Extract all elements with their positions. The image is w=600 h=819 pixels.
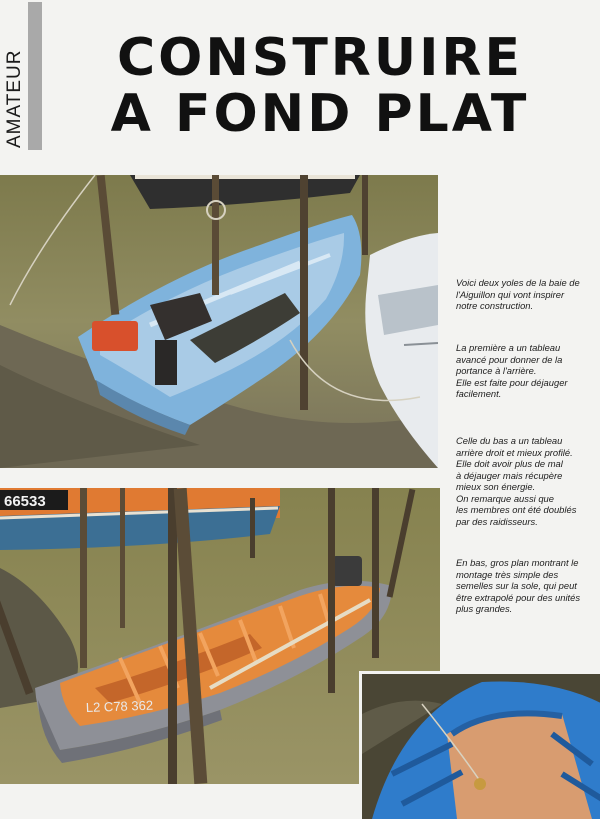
registration-label: L2 C78 362 [85,697,154,715]
article-title-line-2: A FOND PLAT [110,84,530,144]
section-tab-bar [28,2,42,150]
caption-first-boat: La première a un tableau avancé pour donner de la portance à l'arrière. Elle est faite pour déjauger facilement. [456,342,568,399]
photo-blue-yole [0,175,438,468]
hull-number-label: 66533 [4,493,46,510]
caption-closeup: En bas, gros plan montrant le montage très simple des semelles sur la sole, qui peut être extrapolé pour des unités plus grandes. [456,557,581,614]
section-label: AMATEUR [4,49,25,148]
caption-intro: Voici deux yoles de la baie de l'Aiguillon qui vont inspirer notre construction. [456,277,580,311]
photo-closeup-sole [359,671,600,819]
article-title-line-1: CONSTRUIRE [117,28,523,88]
caption-second-boat: Celle du bas a un tableau arrière droit et mieux profilé. Elle doit avoir plus de mal à déjauger mais récupère mieux son énergie. On remarque aussi que les membres ont été doublés par des raidisseurs. [456,435,577,527]
